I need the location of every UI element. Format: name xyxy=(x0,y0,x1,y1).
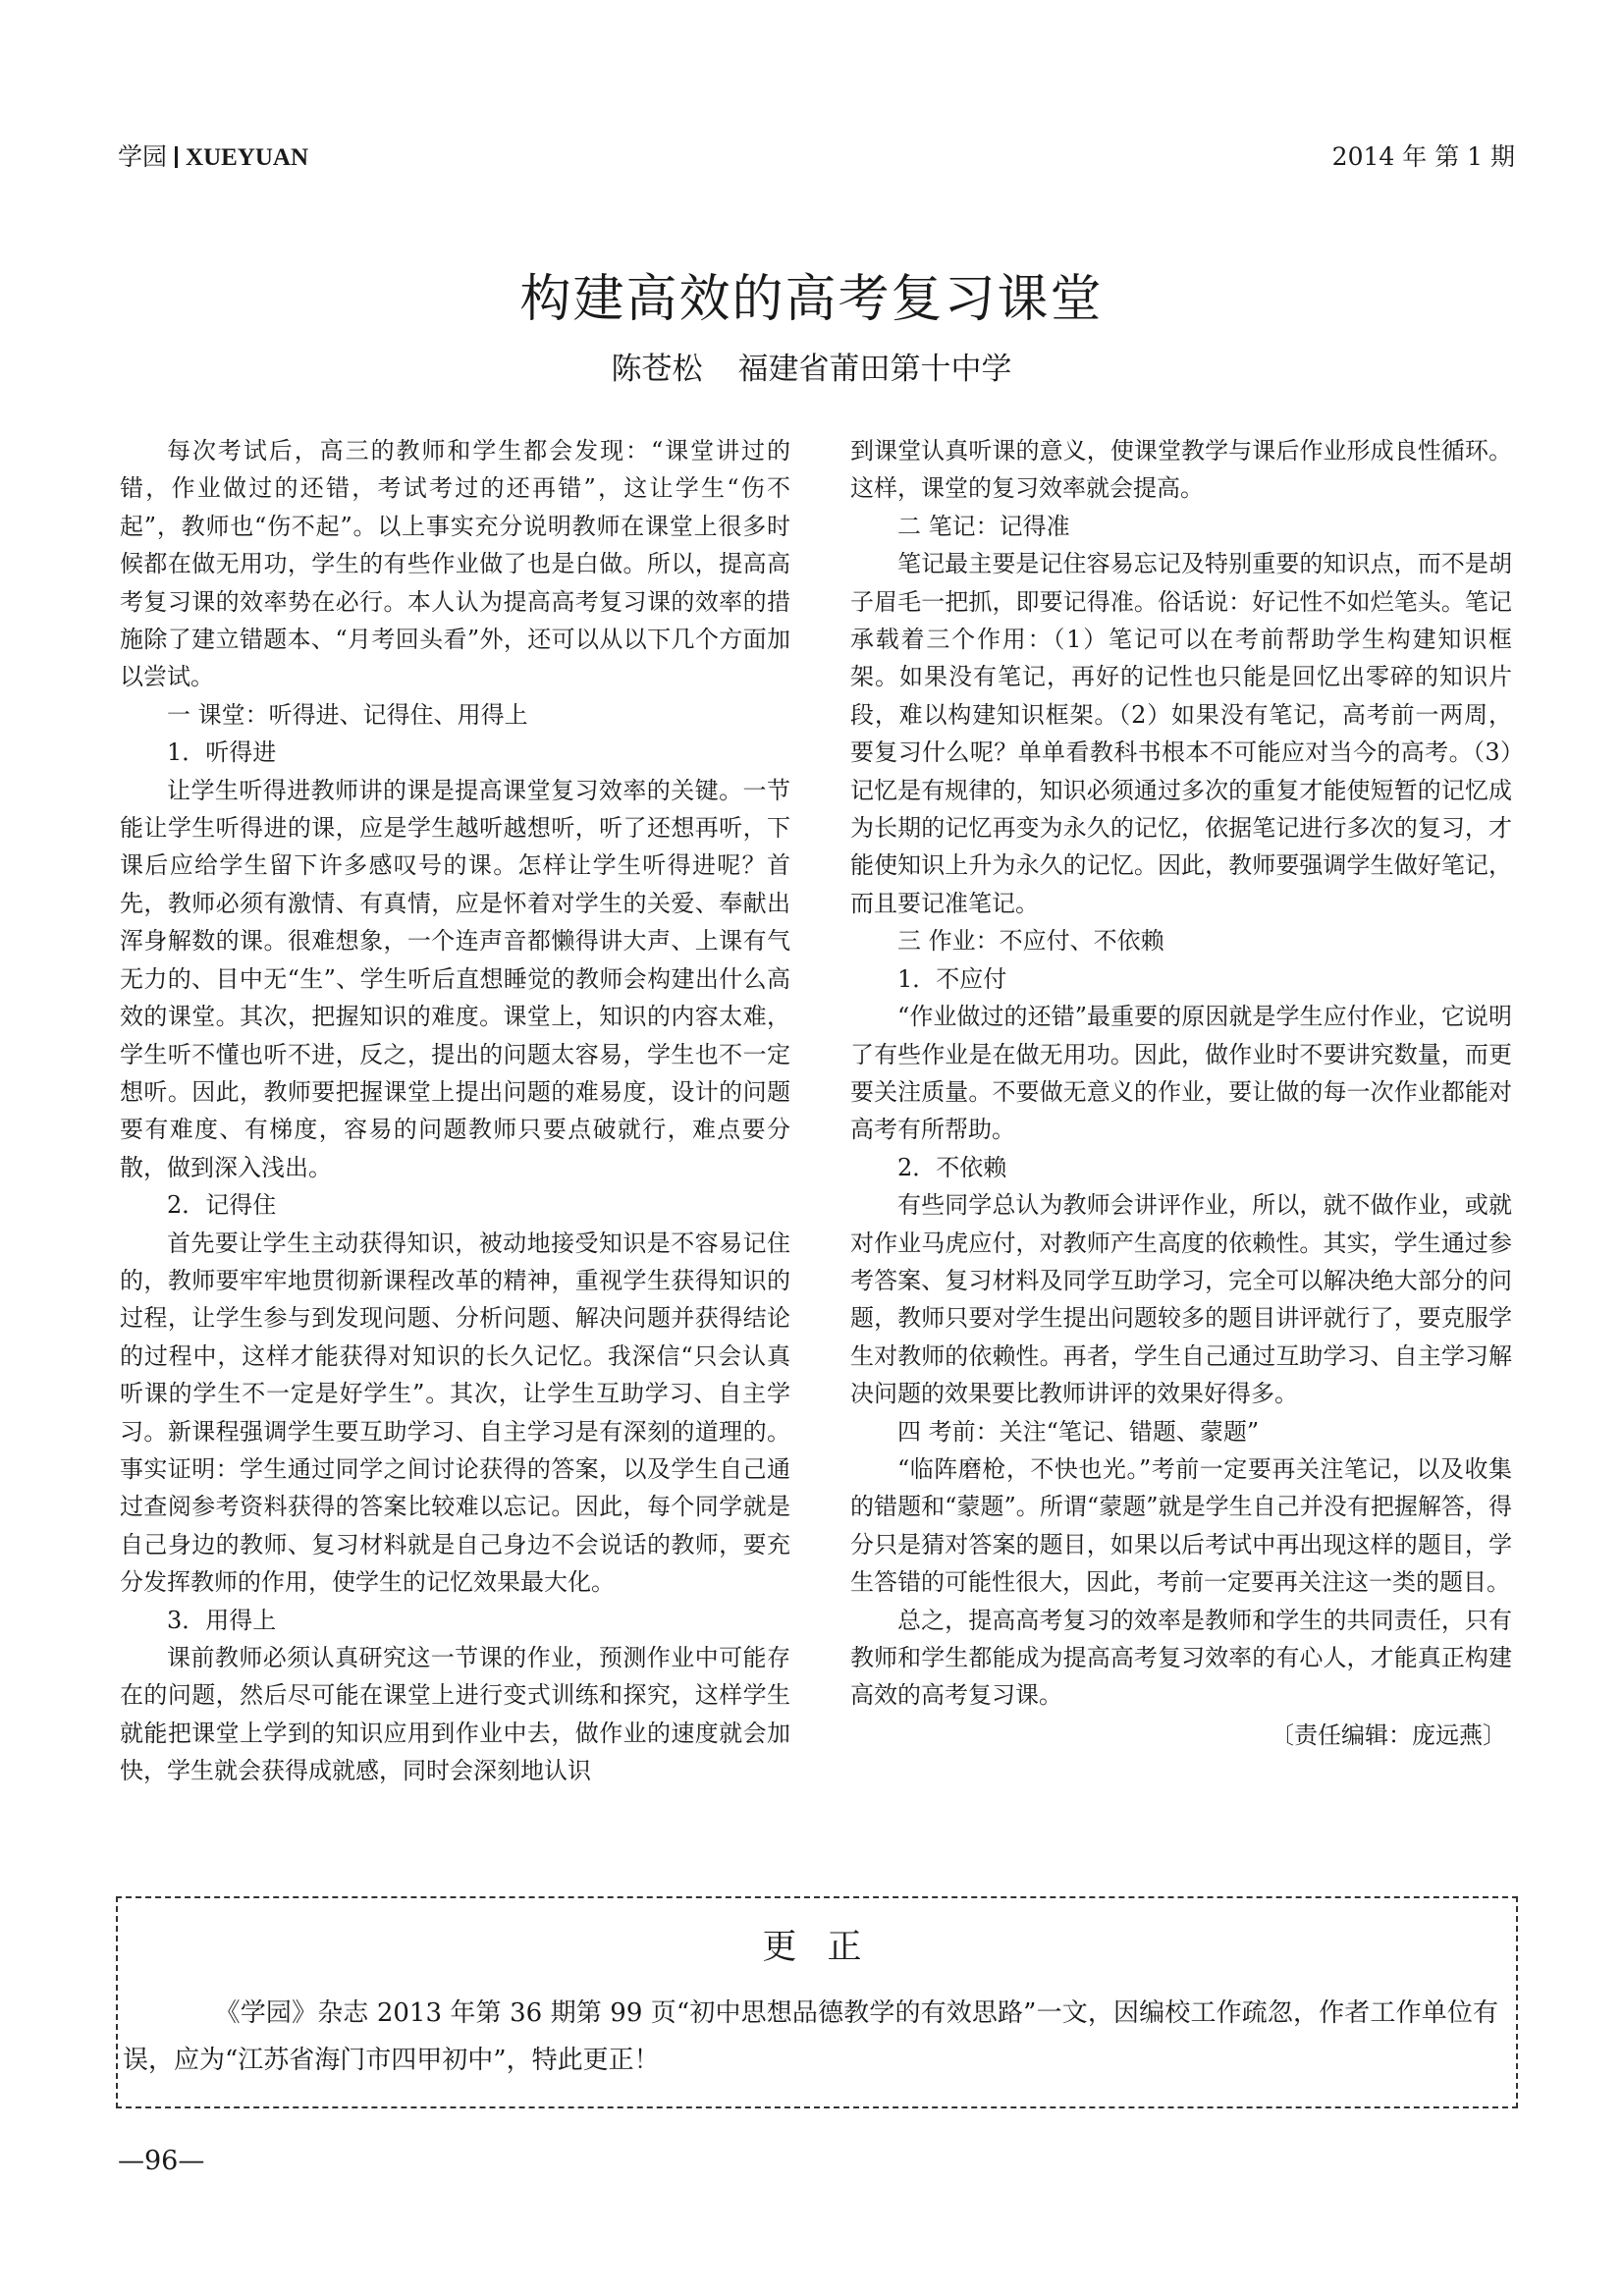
paragraph: “作业做过的还错”最重要的原因就是学生应付作业，它说明了有些作业是在做无用功。因此，做作业时不要讲究数量，而更要关注质量。不要做无意义的作业，要让做的每一次作业都能对高考有所帮助。 xyxy=(850,1003,1512,1144)
left-column xyxy=(120,432,790,1790)
responsible-editor: 〔责任编辑：庞远燕〕 xyxy=(1271,1721,1506,1749)
journal-name-cn: 学园 xyxy=(118,142,168,171)
issue-info: 2014 年 第 1 期 xyxy=(1331,142,1515,171)
section-heading: 三 作业：不应付、不依赖 xyxy=(897,927,1164,956)
paragraph: 笔记最主要是记住容易忘记及特别重要的知识点，而不是胡子眉毛一把抓，即要记得准。俗话说：好记性不如烂笔头。笔记承载着三个作用：（1）笔记可以在考前帮助学生构建知识框架。如果没有笔记，再好的记性也只能是回忆出零碎的知识片段，难以构建知识框架。（2）如果没有笔记，高考前一两周，要复习什么呢？单单看教科书根本不可能应对当今的高考。（3）记忆是有规律的，知识必须通过多次的重复才能使短暂的记忆成为长期的记忆再变为永久的记忆，依据笔记进行多次的复习，才能使知识上升为永久的记忆。因此，教师要强调学生做好笔记，而且要记准笔记。 xyxy=(850,550,1512,917)
notice-body: 《学园》杂志 2013 年第 36 期第 99 页“初中思想品德教学的有效思路”一文，因编校工作疏忽，作者工作单位有误，应为“江苏省海门市四甲初中”，特此更正！ xyxy=(123,1998,1498,2075)
paragraph: “临阵磨枪，不快也光。”考前一定要再关注笔记，以及收集的错题和“蒙题”。所谓“蒙题”就是学生自己并没有把握解答，得分只是猜对答案的题目，如果以后考试中再出现这样的题目，学生答错的可能性很大，因此，考前一定要再关注这一类的题目。 xyxy=(850,1454,1512,1597)
right-column xyxy=(850,432,1512,1754)
section-heading: 四 考前：关注“笔记、错题、蒙题” xyxy=(897,1417,1260,1446)
paragraph: 首先要让学生主动获得知识，被动地接受知识是不容易记住的，教师要牢牢地贯彻新课程改革的精神，重视学生获得知识的过程，让学生参与到发现问题、分析问题、解决问题并获得结论的过程中，这样才能获得对知识的长久记忆。我深信“只会认真听课的学生不一定是好学生”。其次，让学生互助学习、自主学习。新课程强调学生要互助学习、自主学习是有深刻的道理的。事实证明：学生通过同学之间讨论获得的答案，以及学生自己通过查阅参考资料获得的答案比较难以忘记。因此，每个同学就是自己身边的教师、复习材料就是自己身边不会说话的教师，要充分发挥教师的作用，使学生的记忆效果最大化。 xyxy=(120,1229,790,1597)
correction-notice xyxy=(116,1896,1518,2108)
section-heading: 3．用得上 xyxy=(167,1606,277,1634)
section-heading: 1．听得进 xyxy=(167,738,277,767)
journal-name xyxy=(118,137,308,173)
notice-title: 更 正 xyxy=(762,1928,872,1967)
author-affiliation: 福建省莆田第十中学 xyxy=(737,352,1012,387)
paragraph: 到课堂认真听课的意义，使课堂教学与课后作业形成良性循环。这样，课堂的复习效率就会提高。 xyxy=(850,437,1512,503)
paragraph: 每次考试后，高三的教师和学生都会发现：“课堂讲过的错，作业做过的还错，考试考过的还再错”，这让学生“伤不起”，教师也“伤不起”。以上事实充分说明教师在课堂上很多时候都在做无用功，学生的有些作业做了也是白做。所以，提高高考复习课的效率势在必行。本人认为提高高考复习课的效率的措施除了建立错题本、“月考回头看”外，还可以从以下几个方面加以尝试。 xyxy=(120,437,790,691)
author-name: 陈苍松 xyxy=(611,352,703,387)
section-heading: 二 笔记：记得准 xyxy=(897,512,1070,540)
section-heading: 一 课堂：听得进、记得住、用得上 xyxy=(167,700,528,729)
paragraph: 总之，提高高考复习的效率是教师和学生的共同责任，只有教师和学生都能成为提高高考复习效率的有心人，才能真正构建高效的高考复习课。 xyxy=(850,1606,1512,1710)
paragraph: 让学生听得进教师讲的课是提高课堂复习效率的关键。一节能让学生听得进的课，应是学生越听越想听，听了还想再听，下课后应给学生留下许多感叹号的课。怎样让学生听得进呢？首先，教师必须有激情、有真情，应是怀着对学生的关爱、奉献出浑身解数的课。很难想象，一个连声音都懒得讲大声、上课有气无力的、目中无“生”、学生听后直想睡觉的教师会构建出什么高效的课堂。其次，把握知识的难度。课堂上，知识的内容太难，学生听不懂也听不进，反之，提出的问题太容易，学生也不一定想听。因此，教师要把握课堂上提出问题的难易度，设计的问题要有难度、有梯度，容易的问题教师只要点破就行，难点要分散，做到深入浅出。 xyxy=(120,776,790,1181)
section-heading: 1．不应付 xyxy=(897,964,1007,993)
journal-name-en: XUEYUAN xyxy=(186,144,309,171)
header-separator xyxy=(175,146,178,168)
paragraph: 课前教师必须认真研究这一节课的作业，预测作业中可能存在的问题，然后尽可能在课堂上进行变式训练和探究，这样学生就能把课堂上学到的知识应用到作业中去，做作业的速度就会加快，学生就会获得成就感，同时会深刻地认识 xyxy=(120,1644,790,1785)
paragraph: 有些同学总认为教师会讲评作业，所以，就不做作业，或就对作业马虎应付，对教师产生高度的依赖性。其实，学生通过参考答案、复习材料及同学互助学习，完全可以解决绝大部分的问题，教师只要对学生提出问题较多的题目讲评就行了，要克服学生对教师的依赖性。再者，学生自己通过互助学习、自主学习解决问题的效果要比教师讲评的效果好得多。 xyxy=(850,1191,1512,1408)
section-heading: 2．记得住 xyxy=(167,1191,277,1220)
page-number: —96— xyxy=(118,2146,205,2176)
article-title: 构建高效的高考复习课堂 xyxy=(519,270,1104,329)
section-heading: 2．不依赖 xyxy=(897,1153,1007,1181)
byline xyxy=(0,344,1623,388)
